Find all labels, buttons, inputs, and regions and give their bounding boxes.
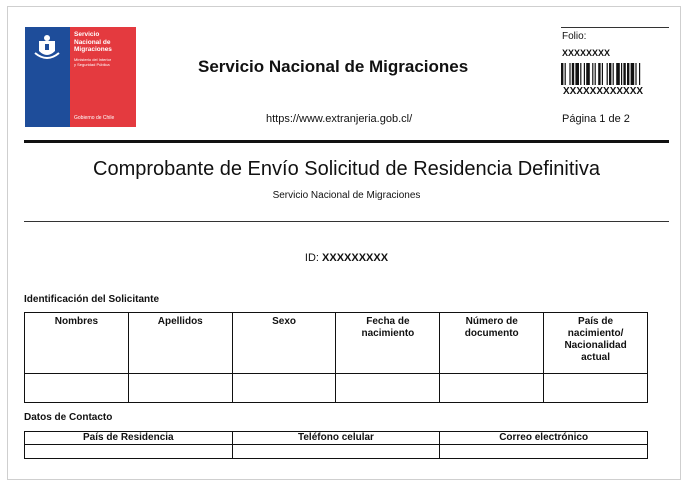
contact-table [24, 431, 648, 459]
barcode-bar [609, 63, 611, 85]
contact-col-header: País de Residencia [25, 432, 233, 445]
contact-cell [440, 445, 648, 459]
barcode-bar [621, 63, 622, 85]
applicant-col-header: Sexo [232, 313, 336, 374]
contact-cell [232, 445, 440, 459]
barcode-icon [561, 63, 669, 85]
title-divider [24, 221, 669, 222]
barcode-number: XXXXXXXXXXXX [563, 86, 644, 97]
section-title-applicant: Identificación del Solicitante [24, 294, 160, 305]
logo-red-panel [70, 27, 136, 127]
contact-col-header: Correo electrónico [440, 432, 648, 445]
document-title: Comprobante de Envío Solicitud de Residencia Definitiva [93, 158, 600, 180]
applicant-col-header: Apellidos [128, 313, 232, 374]
folio-label: Folio: [562, 31, 587, 42]
applicant-col-header: Fecha de nacimiento [336, 313, 440, 374]
barcode-bar [592, 63, 593, 85]
folio-divider [561, 27, 669, 28]
contact-table-header [25, 432, 648, 445]
barcode-bar [598, 63, 600, 85]
barcode-bar [616, 63, 620, 85]
barcode-bar [635, 63, 636, 85]
migraciones-logo [25, 27, 136, 127]
request-id-label: ID: [304, 252, 319, 264]
table-row [25, 374, 648, 403]
logo-blue-panel [25, 27, 70, 127]
document-subtitle: Servicio Nacional de Migraciones [272, 190, 421, 201]
applicant-cell [336, 374, 440, 403]
barcode-bar [595, 63, 596, 85]
applicant-col-header: País de nacimiento/ Nacionalidad actual [544, 313, 648, 374]
barcode-bar [627, 63, 629, 85]
applicant-cell [440, 374, 544, 403]
barcode-bar [584, 63, 585, 85]
folio-value: XXXXXXXX [562, 48, 611, 58]
header-url: https://www.extranjeria.gob.cl/ [266, 113, 413, 125]
barcode-bar [631, 63, 635, 85]
barcode-bar [613, 63, 614, 85]
applicant-cell [25, 374, 129, 403]
table-row [25, 445, 648, 459]
applicant-table [24, 312, 648, 403]
logo-ministry: Ministerio del Interior y Seguridad Pública [74, 57, 112, 67]
coat-of-arms-icon [33, 33, 61, 63]
applicant-cell [544, 374, 648, 403]
barcode-bar [607, 63, 608, 85]
contact-col-header: Teléfono celular [232, 432, 440, 445]
barcode-bar [586, 63, 590, 85]
applicant-col-header: Número de documento [440, 313, 544, 374]
section-title-contact: Datos de Contacto [24, 412, 113, 423]
barcode-bar [575, 63, 579, 85]
barcode-bar [623, 63, 625, 85]
logo-service-name: Servicio Nacional de Migraciones [74, 31, 112, 53]
applicant-col-header: Nombres [25, 313, 129, 374]
logo-government: Gobierno de Chile [74, 115, 115, 121]
header-title: Servicio Nacional de Migraciones [198, 57, 469, 76]
document-page [7, 6, 681, 480]
header-divider [24, 140, 669, 143]
request-id-value: XXXXXXXXX [322, 252, 389, 264]
contact-cell [25, 445, 233, 459]
applicant-cell [128, 374, 232, 403]
barcode-bar [572, 63, 574, 85]
applicant-table-header [25, 313, 648, 374]
applicant-cell [232, 374, 336, 403]
barcode-bar [565, 63, 566, 85]
page-number: Página 1 de 2 [562, 113, 630, 125]
barcode-bar [569, 63, 570, 85]
barcode-bar [639, 63, 640, 85]
barcode-bar [561, 63, 563, 85]
barcode-bar [602, 63, 603, 85]
barcode-bar [580, 63, 581, 85]
request-id [24, 252, 669, 264]
